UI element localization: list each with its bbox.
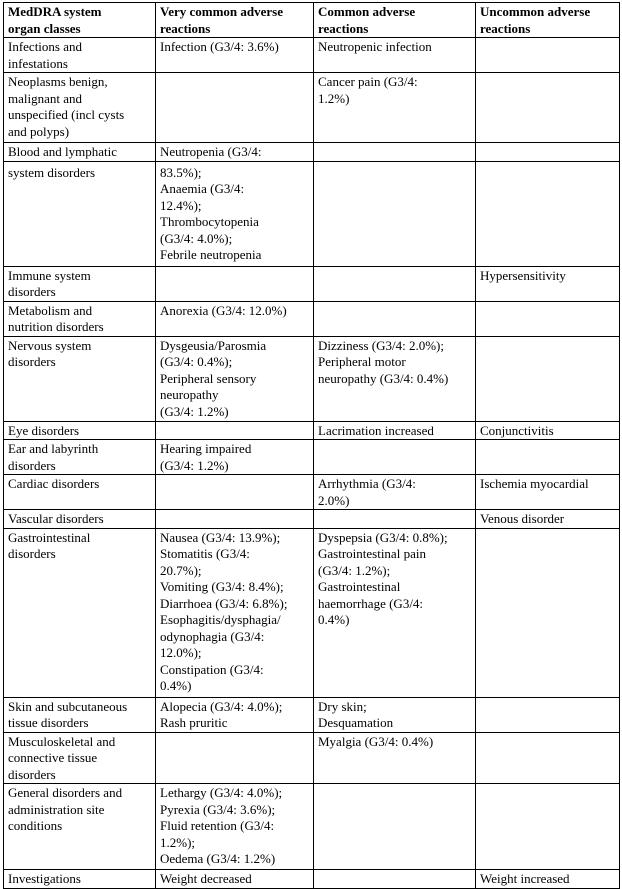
table-row [4, 336, 620, 421]
adverse-reactions-table [3, 2, 620, 889]
very-common-cell: Neutropenia (G3/4: [156, 143, 314, 162]
table-row [4, 143, 620, 162]
header-row [4, 3, 620, 38]
common-cell: Neutropenic infection [314, 38, 476, 73]
table-row [4, 440, 620, 475]
organ-class-cell: Eye disorders [4, 421, 156, 440]
very-common-cell [156, 732, 314, 784]
organ-class-cell: Vascular disorders [4, 510, 156, 529]
very-common-cell [156, 266, 314, 301]
very-common-cell [156, 421, 314, 440]
organ-class-cell: Metabolism and nutrition disorders [4, 301, 156, 336]
very-common-cell: Nausea (G3/4: 13.9%); Stomatitis (G3/4: 20.7%); Vomiting (G3/4: 8.4%); Diarrhoea (G3/4: 6.8%); Esophagitis/dysphagia/ odynophagia (G3/4: 12.0%); Constipation (G3/4: 0.4%) [156, 528, 314, 697]
uncommon-cell [476, 440, 620, 475]
uncommon-cell: Ischemia myocardial [476, 475, 620, 510]
uncommon-cell [476, 336, 620, 421]
uncommon-cell [476, 73, 620, 143]
very-common-cell: Dysgeusia/Parosmia (G3/4: 0.4%); Peripheral sensory neuropathy (G3/4: 1.2%) [156, 336, 314, 421]
uncommon-cell [476, 528, 620, 697]
uncommon-cell: Venous disorder [476, 510, 620, 529]
very-common-cell: 83.5%); Anaemia (G3/4: 12.4%); Thrombocytopenia (G3/4: 4.0%); Febrile neutropenia [156, 161, 314, 266]
common-cell: Dry skin; Desquamation [314, 697, 476, 732]
very-common-cell [156, 510, 314, 529]
very-common-cell: Lethargy (G3/4: 4.0%); Pyrexia (G3/4: 3.6%); Fluid retention (G3/4: 1.2%); Oedema (G3/4: 1.2%) [156, 784, 314, 870]
uncommon-cell [476, 732, 620, 784]
very-common-cell: Anorexia (G3/4: 12.0%) [156, 301, 314, 336]
uncommon-cell [476, 697, 620, 732]
table-row [4, 421, 620, 440]
organ-class-cell: Gastrointestinal disorders [4, 528, 156, 697]
common-cell: Cancer pain (G3/4: 1.2%) [314, 73, 476, 143]
table-row [4, 528, 620, 697]
header-common: Common adverse reactions [314, 3, 476, 38]
common-cell: Lacrimation increased [314, 421, 476, 440]
common-cell [314, 143, 476, 162]
uncommon-cell [476, 161, 620, 266]
table-row [4, 161, 620, 266]
common-cell [314, 301, 476, 336]
organ-class-cell: Neoplasms benign, malignant and unspecified (incl cysts and polyps) [4, 73, 156, 143]
common-cell [314, 266, 476, 301]
organ-class-cell: Musculoskeletal and connective tissue disorders [4, 732, 156, 784]
organ-class-cell: Investigations [4, 870, 156, 889]
common-cell [314, 440, 476, 475]
table-row [4, 697, 620, 732]
table-row [4, 73, 620, 143]
organ-class-cell: system disorders [4, 161, 156, 266]
common-cell [314, 784, 476, 870]
table-row [4, 784, 620, 870]
table-row [4, 266, 620, 301]
very-common-cell: Alopecia (G3/4: 4.0%); Rash pruritic [156, 697, 314, 732]
uncommon-cell [476, 784, 620, 870]
common-cell [314, 510, 476, 529]
table-row [4, 510, 620, 529]
table-row [4, 732, 620, 784]
organ-class-cell: Infections and infestations [4, 38, 156, 73]
common-cell [314, 161, 476, 266]
organ-class-cell: Skin and subcutaneous tissue disorders [4, 697, 156, 732]
uncommon-cell: Conjunctivitis [476, 421, 620, 440]
organ-class-cell: Nervous system disorders [4, 336, 156, 421]
very-common-cell: Hearing impaired (G3/4: 1.2%) [156, 440, 314, 475]
table-row [4, 475, 620, 510]
header-uncommon: Uncommon adverse reactions [476, 3, 620, 38]
uncommon-cell [476, 38, 620, 73]
uncommon-cell: Weight increased [476, 870, 620, 889]
header-very-common: Very common adverse reactions [156, 3, 314, 38]
uncommon-cell [476, 143, 620, 162]
organ-class-cell: Cardiac disorders [4, 475, 156, 510]
very-common-cell [156, 475, 314, 510]
table-row [4, 38, 620, 73]
common-cell: Dizziness (G3/4: 2.0%); Peripheral motor neuropathy (G3/4: 0.4%) [314, 336, 476, 421]
organ-class-cell: Blood and lymphatic [4, 143, 156, 162]
very-common-cell: Weight decreased [156, 870, 314, 889]
organ-class-cell: Immune system disorders [4, 266, 156, 301]
very-common-cell [156, 73, 314, 143]
table-row [4, 301, 620, 336]
common-cell: Myalgia (G3/4: 0.4%) [314, 732, 476, 784]
organ-class-cell: Ear and labyrinth disorders [4, 440, 156, 475]
uncommon-cell [476, 301, 620, 336]
common-cell: Dyspepsia (G3/4: 0.8%); Gastrointestinal pain (G3/4: 1.2%); Gastrointestinal haemorrhage (G3/4: 0.4%) [314, 528, 476, 697]
common-cell: Arrhythmia (G3/4: 2.0%) [314, 475, 476, 510]
uncommon-cell: Hypersensitivity [476, 266, 620, 301]
very-common-cell: Infection (G3/4: 3.6%) [156, 38, 314, 73]
organ-class-cell: General disorders and administration site conditions [4, 784, 156, 870]
header-organ-class: MedDRA system organ classes [4, 3, 156, 38]
